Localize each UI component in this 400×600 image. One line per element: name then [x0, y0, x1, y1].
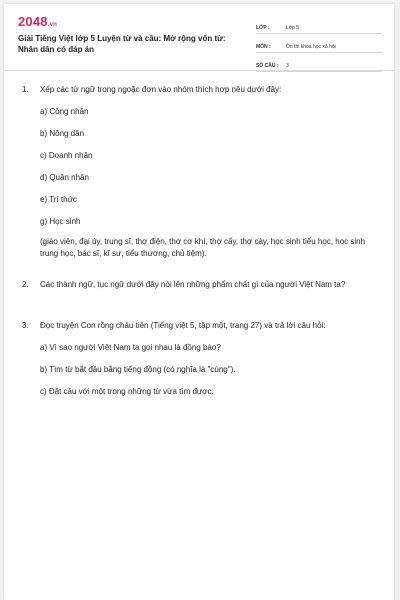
meta-label: LỚP : [256, 25, 270, 31]
meta-label: SỐ CÂU : [256, 63, 279, 69]
question-body [40, 84, 384, 260]
question-option: g) Học sinh [40, 217, 81, 226]
question-body [40, 279, 384, 301]
meta-info [256, 17, 382, 74]
question-text: Xếp các từ ngữ trong ngoặc đơn vào nhóm thích hợp nêu dưới đây: [40, 85, 282, 94]
site-logo[interactable] [18, 14, 57, 29]
meta-row-grade [256, 17, 382, 34]
meta-value: Lớp 5 [286, 25, 300, 31]
question-option: c) Doanh nhân [40, 151, 93, 160]
meta-label: MÔN : [256, 44, 271, 50]
question-option: a) Công nhân [40, 107, 89, 116]
meta-value: 3 [286, 63, 289, 69]
question-2 [22, 279, 384, 301]
question-note: (giáo viên, đại úy, trung sĩ, thợ điện, thợ cơ khí, thợ cấy, thợ cày, học sinh tiểu học, học sinh trung học, bác sĩ, kĩ sư, tiểu thương, chủ tiệm). [40, 237, 366, 258]
question-number: 2. [22, 280, 29, 289]
meta-row-count [256, 55, 382, 72]
question-3 [22, 320, 384, 408]
question-1 [22, 84, 384, 260]
question-text: Đọc truyện Con rồng cháu tiên (Tiếng việt 5, tập một, trang 27) và trả lời câu hỏi: [40, 321, 326, 330]
meta-value: Ôn thi khoa học xã hội [286, 44, 336, 50]
logo-main: 2048 [18, 14, 48, 29]
question-option: a) Vì sao người Việt Nam ta gọi nhau là đồng bào? [40, 343, 221, 352]
question-number: 3. [22, 321, 29, 330]
logo-tld: .vn [47, 22, 58, 28]
worksheet-header [4, 4, 394, 71]
question-option: d) Quân nhân [40, 173, 89, 182]
worksheet-page [4, 4, 394, 600]
document-title: Giải Tiếng Việt lớp 5 Luyện từ và câu: Mở rộng vốn từ: Nhân dân có đáp án [18, 34, 226, 54]
question-option: b) Tìm từ bắt đầu bằng tiếng đồng (có nghĩa là "cùng"). [40, 365, 236, 374]
question-body [40, 320, 384, 408]
question-option: e) Trí thức [40, 195, 77, 204]
questions-list [22, 84, 384, 427]
question-number: 1. [22, 85, 29, 94]
question-option: b) Nông dân [40, 129, 85, 138]
meta-row-subject [256, 36, 382, 53]
question-option: c) Đặt câu với một trong những từ vừa tìm được. [40, 387, 214, 396]
question-text: Các thành ngữ, tục ngữ dưới đây nói lên những phẩm chất gì của người Việt Nam ta? [40, 280, 346, 289]
